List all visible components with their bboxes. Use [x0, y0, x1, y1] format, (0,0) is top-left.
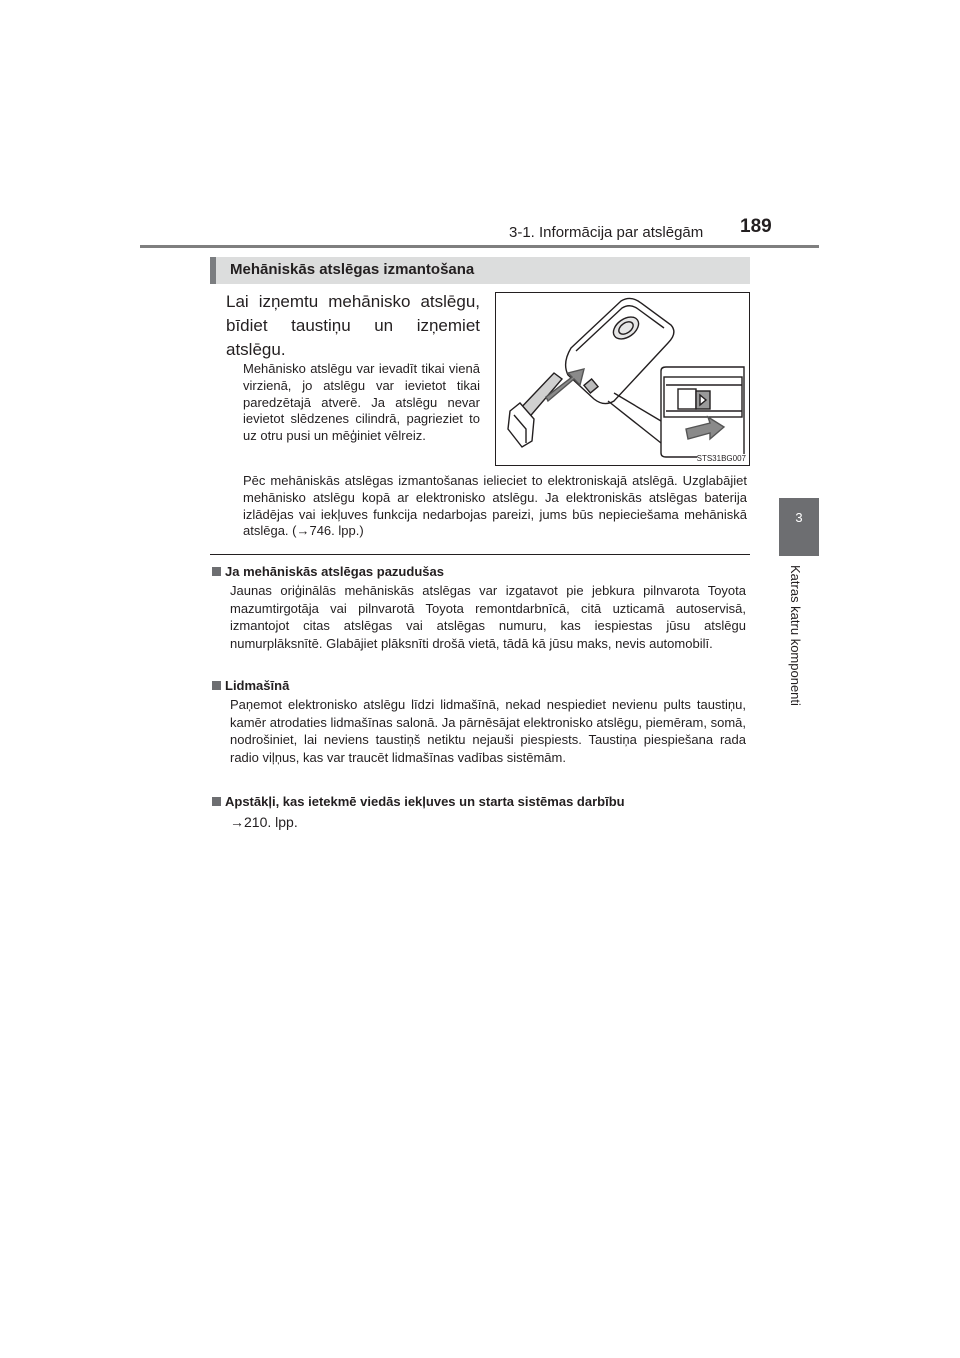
bullet-body-conditions: →210. lpp.	[230, 814, 298, 830]
header-rule	[140, 245, 819, 248]
bullet-heading-conditions: Apstākļi, kas ietekmē viedās iekļuves un starta sistēmas darbību	[212, 794, 625, 809]
page-number: 189	[740, 216, 772, 237]
instruction-text: Lai izņemtu mehānisko atslēgu, bīdiet taustiņu un izņemiet atslēgu.	[226, 292, 480, 359]
bullet-square-icon	[212, 681, 221, 690]
bullet-square-icon	[212, 567, 221, 576]
chapter-side-label: Katras katru komponenti	[788, 565, 803, 706]
figure-code: STS31BG007	[696, 454, 746, 463]
bullet-heading-airplane: Lidmašīnā	[212, 678, 289, 693]
note-text-1: Mehānisko atslēgu var ievadīt tikai vienā virzienā, jo atslēgu var ievietot tikai paredzētajā atverē. Ja atslēgu nevar ievietot slēdzenes cilindrā, pagrieziet to uz otru pusi un mēģiniet vēlreiz.	[243, 361, 480, 444]
bullet-body-airplane: Paņemot elektronisko atslēgu līdzi lidmašīnā, nekad nespiediet nevienu pults taustiņu, kamēr atrodaties lidmašīnas salonā. Ja pārnēsājat elektronisko atslēgu, piemēram, somā, nodrošiniet, lai neviens taustiņš netiktu nejauši piespiests. Taustiņa piespiešana rada radio viļņus, kas var traucēt lidmašīnas vadības sistēmām.	[230, 697, 746, 765]
bullet-heading-lost-keys: Ja mehāniskās atslēgas pazudušas	[212, 564, 444, 579]
key-illustration	[495, 292, 750, 466]
mechanical-key-illustration	[496, 293, 749, 465]
chapter-tab	[779, 498, 819, 556]
bullet-body-lost-keys: Jaunas oriģinālās mehāniskās atslēgas var izgatavot pie jebkura pilnvarota Toyota mazumtirgotāja vai pilnvarotā Toyota remontdarbnīcā, citā uzticamā autoservisā, izmantojot citas atslēgas vai atslēgas numuru, kas iespiestas jūsu atslēgu numurplāksnītē. Glabājiet plāksnīti drošā vietā, tādā kā jūsu maks, nevis automobilī.	[230, 583, 746, 651]
bullet-square-icon	[212, 797, 221, 806]
page-header-section: 3-1. Informācija par atslēgām	[509, 224, 704, 241]
section-header-box	[210, 257, 750, 284]
chapter-number: 3	[795, 510, 803, 525]
section-divider	[210, 554, 750, 555]
note-text-2: Pēc mehāniskās atslēgas izmantošanas ielieciet to elektroniskajā atslēgā. Uzglabājiet mehānisko atslēgu kopā ar elektronisko atslēgu. Ja elektroniskās atslēgas baterija izlādējas vai iekļuves funkcija nedarbojas pareizi, jums būs nepieciešama mehāniskā atslēga. (→746. lpp.)	[243, 473, 747, 539]
section-title: Mehāniskās atslēgas izmantošana	[230, 261, 475, 278]
